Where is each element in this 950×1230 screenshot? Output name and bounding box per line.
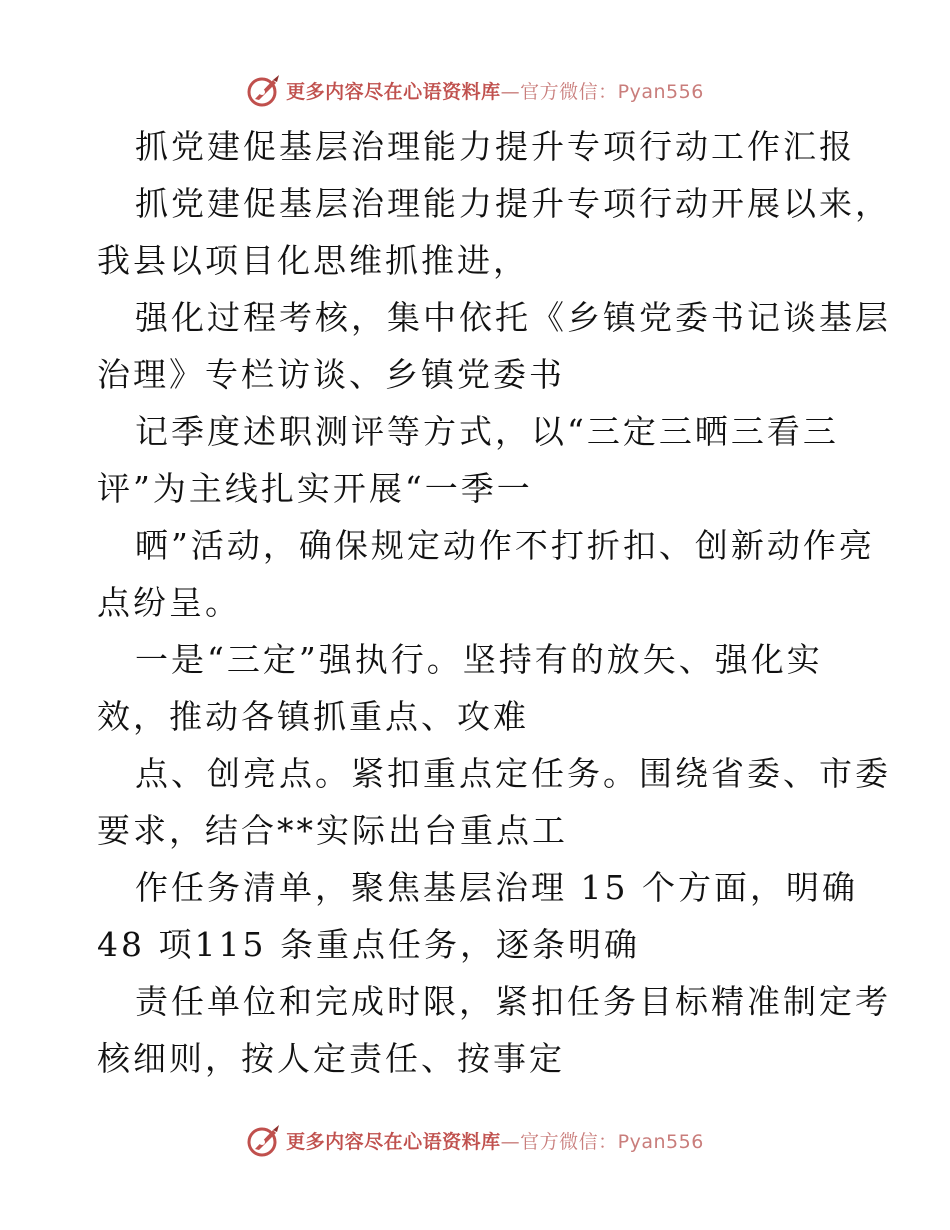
watermark-separator: — (500, 1130, 521, 1153)
paragraph-line: 要求，结合**实际出台重点工 (97, 811, 568, 850)
document-body (97, 118, 891, 1087)
watermark-wechat: 官方微信：Pyan556 (520, 1130, 704, 1153)
quill-logo-icon (246, 72, 282, 108)
paragraph-line: 作任务清单，聚焦基层治理 15 个方面，明确 (135, 868, 858, 907)
paragraph-line: 记季度述职测评等方式，以“三定三晒三看三 (135, 412, 839, 451)
paragraph-line: 评”为主线扎实开展“一季一 (97, 469, 533, 508)
paragraph-line: 48 项115 条重点任务，逐条明确 (97, 925, 640, 964)
watermark-text (286, 1127, 704, 1154)
watermark-text (286, 77, 704, 104)
header-watermark (0, 70, 950, 110)
watermark-main: 更多内容尽在心语资料库 (286, 1130, 501, 1153)
watermark-separator: — (500, 80, 521, 103)
paragraph-line: 一是“三定”强执行。坚持有的放矢、强化实 (135, 640, 823, 679)
watermark-wechat: 官方微信：Pyan556 (520, 80, 704, 103)
paragraph-line: 点、创亮点。紧扣重点定任务。围绕省委、市委 (135, 754, 891, 793)
paragraph-line: 点纷呈。 (97, 583, 241, 622)
document-title: 抓党建促基层治理能力提升专项行动工作汇报 (135, 127, 855, 166)
paragraph-line: 效，推动各镇抓重点、攻难 (97, 697, 529, 736)
paragraph-line: 治理》专栏访谈、乡镇党委书 (97, 355, 565, 394)
paragraph-line: 晒”活动，确保规定动作不打折扣、创新动作亮 (135, 526, 875, 565)
paragraph-line: 强化过程考核，集中依托《乡镇党委书记谈基层 (135, 298, 891, 337)
paragraph-line: 核细则，按人定责任、按事定 (97, 1039, 565, 1078)
paragraph-line: 我县以项目化思维抓推进， (97, 241, 529, 280)
quill-logo-icon (246, 1122, 282, 1158)
paragraph-line: 责任单位和完成时限，紧扣任务目标精准制定考 (135, 982, 891, 1021)
watermark-main: 更多内容尽在心语资料库 (286, 80, 501, 103)
paragraph-line: 抓党建促基层治理能力提升专项行动开展以来， (135, 184, 891, 223)
footer-watermark (0, 1120, 950, 1160)
